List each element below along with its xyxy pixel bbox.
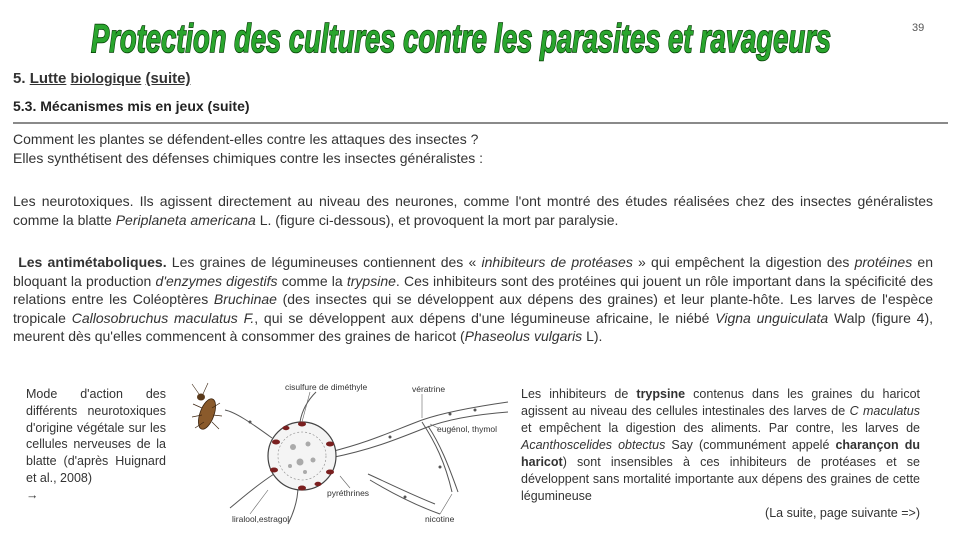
page-title-text: Protection des cultures contre les parasites et ravageurs [91,17,831,61]
species-name: Periplaneta americana [115,211,256,228]
text-run: L). [582,328,603,344]
text-run: ) sont insensibles à ces inhibiteurs de protéases et se développent sans mortalité importante aux dépens des graines de cette légumineuse [521,455,920,503]
text-run: L. (figure ci-dessous), et provoquent la mort par paralysie. [255,211,619,228]
section-5-word-1: Lutte [29,70,67,87]
label-eugenol-thymol: eugénol, thymol [437,424,498,434]
trypsin-note [521,386,920,522]
text-run: . Ces inhibiteurs sont des protéines qui jouent un rôle important dans la spécificité des relations entre les Coléoptères [13,272,933,307]
text-run: (des insectes qui se développent aux dépens des graines) et leur plante-hôte. Les larves de l'espèce tropicale [13,291,933,326]
intro-paragraph [13,130,933,167]
label-pyrethrines: pyréthrines [327,488,370,498]
cockroach-icon [192,383,222,431]
label-dimethyl-disulfide: cisulfure de diméthyle [285,382,368,392]
text-run: Walp (figure 4), meurent dès qu'elles commencent à consommer des graines de haricot ( [13,309,934,344]
intro-line-2: Elles synthétisent des défenses chimiques contre les insectes généralistes : [13,149,484,166]
section-5-3-heading: 5.3. Mécanismes mis en jeux (suite) [13,98,250,114]
italic-term: Bruchinae [213,291,277,307]
bold-term: trypsine [636,387,686,401]
text-run: » qui empêchent la digestion des [632,254,855,270]
section-5-heading [13,70,190,87]
page-title [86,10,836,66]
figure-caption-text: Mode d'action des différents neurotoxiques d'origine végétale sur les cellules nerveuses de la blatte (d'après Huignard et al., 2008) [26,387,166,485]
italic-term: inhibiteurs de protéases [481,254,633,270]
text-run: en bloquant la production [13,254,933,289]
label-veratrine: vératrine [412,384,446,394]
text-run: Les inhibiteurs de [521,387,637,401]
neuron-branches [225,392,508,524]
antimetaboliques-term: Les antimétaboliques. [18,254,167,270]
italic-term: Vigna unguiculata [715,309,829,326]
arrow-right-icon: → [26,487,39,502]
divider [13,122,948,124]
neuron-cell-body [268,422,336,491]
text-run: Les graines de légumineuses contiennent des « [166,254,482,270]
italic-term: protéines [854,254,913,270]
text-run: Say (communément appelé [665,438,836,452]
section-5-word-2: biologique [70,70,142,86]
italic-term: C maculatus [849,404,920,418]
section-5-number: 5. [13,70,26,87]
text-run: contenus dans les graines du haricot agissent au niveau des cellules intestinales des larves de [521,387,921,418]
antimetaboliques-paragraph [13,253,933,346]
neurotoxiques-paragraph [13,192,933,229]
page-number: 39 [912,22,925,34]
figure-caption [26,386,166,504]
label-nicotine: nicotine [425,514,455,524]
italic-term: Phaseolus vulgaris [464,328,583,344]
italic-term: Acanthoscelides obtectus [521,438,666,452]
label-linalool-estragol: liralool,estragol [232,514,290,524]
text-run: et empêchent la digestion des aliments. Par contre, les larves de [521,421,920,435]
bold-term: charançon du haricot [521,438,920,469]
text-run: , qui se développent aux dépens d'une légumineuse africaine, le niébé [254,309,716,326]
trypsin-note-body [521,386,920,505]
continued-next-page: (La suite, page suivante =>) [765,506,920,520]
intro-line-1: Comment les plantes se défendent-elles contre les attaques des insectes ? [13,131,479,147]
text-run: comme la [277,272,347,289]
italic-term: d'enzymes digestifs [155,272,278,289]
section-5-word-3: (suite) [145,70,191,87]
neuron-figure [190,382,510,527]
neurotoxiques-term: Les neurotoxiques [13,193,130,209]
italic-term: trypsine [346,272,396,289]
italic-term: Callosobruchus maculatus F. [71,309,255,326]
text-run: . Ils agissent directement au niveau des neurones, comme l'ont montré des études réalisées chez des insectes généralistes comme la blatte [13,193,933,228]
